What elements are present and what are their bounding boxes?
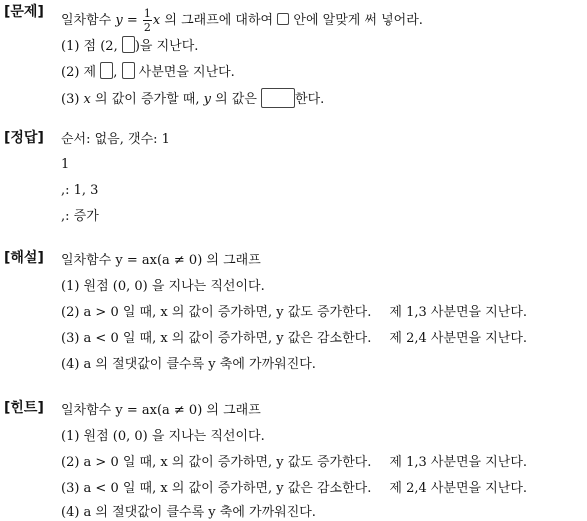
intro-text-mid: 의 그래프에 대하여 bbox=[160, 13, 278, 28]
item2-comma: , bbox=[113, 65, 122, 80]
hint-line-4: (4) a 의 절댓값이 클수록 y 축에 가까워진다. bbox=[61, 505, 316, 520]
var-x: x bbox=[83, 92, 91, 107]
answer-blank-2b[interactable] bbox=[122, 62, 135, 79]
fraction-numerator: 1 bbox=[143, 7, 151, 20]
problem-item-1 bbox=[61, 36, 198, 53]
hint-title: 일차함수 y = ax(a ≠ 0) 의 그래프 bbox=[61, 403, 261, 418]
answer-line-1: 1 bbox=[61, 157, 70, 172]
fraction bbox=[143, 8, 152, 33]
var-y: y bbox=[115, 13, 123, 28]
hint-line-3 bbox=[61, 482, 527, 495]
answer-label: [정답] bbox=[4, 130, 44, 146]
problem-label: [문제] bbox=[4, 4, 44, 20]
item3-text-mid: 의 값은 bbox=[210, 92, 262, 107]
answer-meta: 순서: 없음, 갯수: 1 bbox=[61, 132, 170, 147]
item3-text-end: 한다. bbox=[295, 92, 325, 107]
problem-item-2 bbox=[61, 62, 235, 79]
var-y: y bbox=[203, 92, 211, 107]
explanation-line-3a: (3) a < 0 일 때, x 의 값이 증가하면, y 값은 감소한다. bbox=[61, 331, 372, 346]
hint-line-1: (1) 원점 (0, 0) 을 지나는 직선이다. bbox=[61, 429, 265, 444]
explanation-line-2b: 제 1,3 사분면을 지난다. bbox=[389, 305, 528, 320]
item2-text-end: 사분면을 지난다. bbox=[134, 65, 235, 80]
explanation-line-3b: 제 2,4 사분면을 지난다. bbox=[389, 331, 528, 346]
fraction-denominator: 2 bbox=[143, 21, 151, 34]
intro-text: 일차함수 bbox=[61, 13, 116, 28]
explanation-title: 일차함수 y = ax(a ≠ 0) 의 그래프 bbox=[61, 253, 261, 268]
blank-box-icon bbox=[277, 13, 289, 25]
answer-blank-2a[interactable] bbox=[100, 62, 113, 79]
var-x: x bbox=[152, 13, 161, 28]
problem-item-3 bbox=[61, 88, 324, 108]
explanation-line-3 bbox=[61, 332, 527, 345]
hint-line-3a: (3) a < 0 일 때, x 의 값이 증가하면, y 값은 감소한다. bbox=[61, 481, 372, 496]
problem-intro bbox=[61, 8, 423, 33]
hint-label: [힌트] bbox=[4, 400, 44, 416]
equals-sign: = bbox=[122, 13, 142, 28]
answer-line-3: ,: 증가 bbox=[61, 209, 99, 224]
hint-line-2a: (2) a > 0 일 때, x 의 값이 증가하면, y 값도 증가한다. bbox=[61, 455, 372, 470]
answer-blank-3[interactable] bbox=[261, 88, 295, 108]
answer-line-2: ,: 1, 3 bbox=[61, 183, 99, 198]
hint-line-2 bbox=[61, 456, 527, 469]
answer-blank-1[interactable] bbox=[122, 36, 135, 53]
explanation-line-2a: (2) a > 0 일 때, x 의 값이 증가하면, y 값도 증가한다. bbox=[61, 305, 372, 320]
explanation-label: [해설] bbox=[4, 250, 44, 266]
hint-line-2b: 제 1,3 사분면을 지난다. bbox=[389, 455, 528, 470]
explanation-line-4: (4) a 의 절댓값이 클수록 y 축에 가까워진다. bbox=[61, 357, 316, 372]
hint-line-3b: 제 2,4 사분면을 지난다. bbox=[389, 481, 528, 496]
item3-number: (3) bbox=[61, 92, 84, 107]
explanation-line-1: (1) 원점 (0, 0) 을 지나는 직선이다. bbox=[61, 279, 265, 294]
item2-text: (2) 제 bbox=[61, 65, 101, 80]
item1-text-end: )을 지난다. bbox=[134, 39, 199, 54]
item3-text: 의 값이 증가할 때, bbox=[90, 92, 204, 107]
intro-text-end: 안에 알맞게 써 넣어라. bbox=[289, 13, 423, 28]
item1-text: (1) 점 (2, bbox=[61, 39, 122, 54]
explanation-line-2 bbox=[61, 306, 527, 319]
